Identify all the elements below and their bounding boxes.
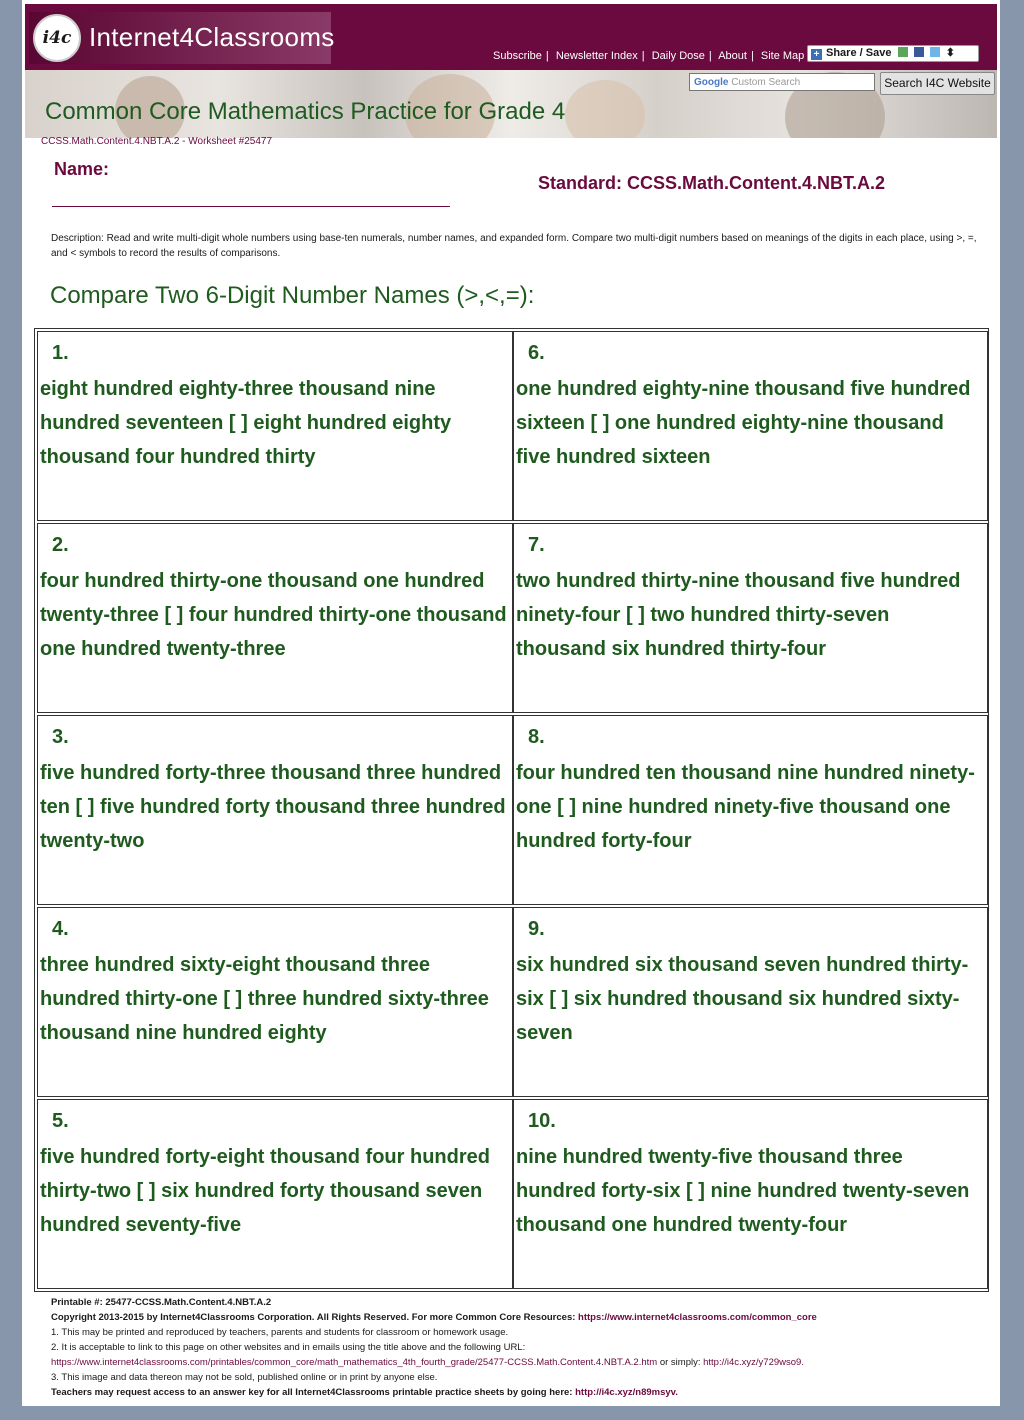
page-title: Common Core Mathematics Practice for Grade 4 — [45, 98, 566, 125]
search-button[interactable]: Search I4C Website — [880, 72, 995, 95]
nav-about[interactable]: About — [718, 50, 747, 62]
answer-key-note — [51, 1385, 991, 1400]
short-url-link[interactable]: http://i4c.xyz/y729wso9. — [703, 1357, 804, 1368]
problem-cell — [513, 907, 988, 1097]
teachers-text: Teachers may request access to an answer key for all Internet4Classrooms printable practice sheets by going here: — [51, 1387, 576, 1398]
problem-text: two hundred thirty-nine thousand five hundred ninety-four [ ] two hundred thirty-seven thousand six hundred thirty-four — [516, 570, 961, 660]
problem-text: six hundred six thousand seven hundred thirty-six [ ] six hundred thousand six hundred sixty-seven — [516, 954, 969, 1044]
logo-mark: i4c — [33, 14, 81, 62]
copyright — [51, 1310, 991, 1325]
problem-cell — [37, 331, 513, 521]
section-heading: Compare Two 6-Digit Number Names (>,<,=): — [50, 282, 535, 309]
problem-text: five hundred forty-three thousand three hundred ten [ ] five hundred forty thousand three hundred twenty-two — [40, 762, 506, 852]
problem-number: 6. — [528, 342, 545, 364]
problem-text: five hundred forty-eight thousand four hundred thirty-two [ ] six hundred forty thousand seven hundred seventy-five — [40, 1146, 490, 1236]
problem-text: four hundred thirty-one thousand one hundred twenty-three [ ] four hundred thirty-one thousand one hundred twenty-three — [40, 570, 507, 660]
footer — [51, 1295, 991, 1400]
problem-text: four hundred ten thousand nine hundred ninety-one [ ] nine hundred ninety-five thousand one hundred forty-four — [516, 762, 975, 852]
top-nav: Subscribe | Newsletter Index | Daily Dose | About | Site Map — [493, 50, 805, 62]
nav-site-map[interactable]: Site Map — [760, 50, 805, 62]
problem-cell — [37, 715, 513, 905]
problem-number: 5. — [52, 1110, 69, 1132]
google-brand: Google — [694, 77, 729, 88]
problem-number: 10. — [528, 1110, 556, 1132]
common-core-link[interactable]: https://www.internet4classrooms.com/common_core — [578, 1312, 817, 1323]
answer-key-link[interactable]: http://i4c.xyz/n89msyv. — [575, 1387, 678, 1398]
problem-cell — [37, 907, 513, 1097]
problem-number: 1. — [52, 342, 69, 364]
problem-number: 8. — [528, 726, 545, 748]
description: Description: Read and write multi-digit whole numbers using base-ten numerals, number names, and expanded form. Compare two multi-digit numbers based on meanings of the digits in each place, using >, =, and < symbols to record the results of comparisons. — [51, 233, 977, 259]
nav-subscribe[interactable]: Subscribe — [493, 50, 542, 62]
problem-cell — [513, 523, 988, 713]
nav-daily-dose[interactable]: Daily Dose — [651, 50, 705, 62]
printable-number: Printable #: 25477-CCSS.Math.Content.4.NBT.A.2 — [51, 1297, 272, 1308]
site-header — [25, 4, 997, 138]
worksheet-id: CCSS.Math.Content.4.NBT.A.2 - Worksheet #25477 — [41, 136, 273, 147]
footer-note-1: 1. This may be printed and reproduced by teachers, parents and students for classroom or homework usage. — [51, 1327, 509, 1338]
problem-text: eight hundred eighty-three thousand nine hundred seventeen [ ] eight hundred eighty thousand four hundred thirty — [40, 378, 452, 468]
facebook-icon — [914, 47, 924, 57]
share-plus-icon: + — [811, 49, 822, 60]
worksheet-url-link[interactable]: https://www.internet4classrooms.com/printables/common_core/math_mathematics_4th_fourth_grade/25477-CCSS.Math.Content.4.NBT.A.2.htm — [51, 1357, 658, 1368]
problem-number: 9. — [528, 918, 545, 940]
problem-cell — [37, 1099, 513, 1289]
problem-cell — [513, 331, 988, 521]
logo-text: Internet4Classrooms — [89, 22, 335, 52]
name-label: Name: — [54, 159, 110, 179]
problem-cell — [513, 1099, 988, 1289]
name-line — [52, 206, 450, 207]
problem-number: 3. — [52, 726, 69, 748]
problem-number: 7. — [528, 534, 545, 556]
standard-label: Standard: CCSS.Math.Content.4.NBT.A.2 — [538, 173, 886, 193]
footer-url-line — [51, 1355, 991, 1370]
problem-cell — [37, 523, 513, 713]
copyright-text: Copyright 2013-2015 by Internet4Classrooms Corporation. All Rights Reserved. For more Common Core Resources: — [51, 1312, 579, 1323]
share-save-button[interactable] — [807, 45, 979, 62]
footer-note-2: 2. It is acceptable to link to this page on other websites and in emails using the title above and the following URL: — [51, 1342, 526, 1353]
nav-newsletter-index[interactable]: Newsletter Index — [555, 50, 638, 62]
problem-cell — [513, 715, 988, 905]
share-dropdown-icon: ⬍ — [945, 47, 955, 59]
search-input[interactable] — [689, 73, 875, 91]
share-green-icon — [898, 47, 908, 57]
site-logo[interactable] — [29, 12, 335, 64]
footer-note-3: 3. This image and data thereon may not be sold, published online or in print by anyone else. — [51, 1372, 438, 1383]
problems-grid — [34, 328, 989, 1292]
problem-number: 4. — [52, 918, 69, 940]
twitter-icon — [930, 47, 940, 57]
url-or-text: or simply: — [657, 1357, 704, 1368]
problem-text: one hundred eighty-nine thousand five hundred sixteen [ ] one hundred eighty-nine thousand five hundred sixteen — [516, 378, 971, 468]
problem-number: 2. — [52, 534, 69, 556]
share-label: Share / Save — [826, 47, 892, 59]
search-placeholder: Custom Search — [731, 77, 801, 88]
problem-text: three hundred sixty-eight thousand three hundred thirty-one [ ] three hundred sixty-three thousand nine hundred eighty — [40, 954, 489, 1044]
problem-text: nine hundred twenty-five thousand three hundred forty-six [ ] nine hundred twenty-seven thousand one hundred twenty-four — [516, 1146, 970, 1236]
worksheet-page — [22, 0, 1000, 1406]
